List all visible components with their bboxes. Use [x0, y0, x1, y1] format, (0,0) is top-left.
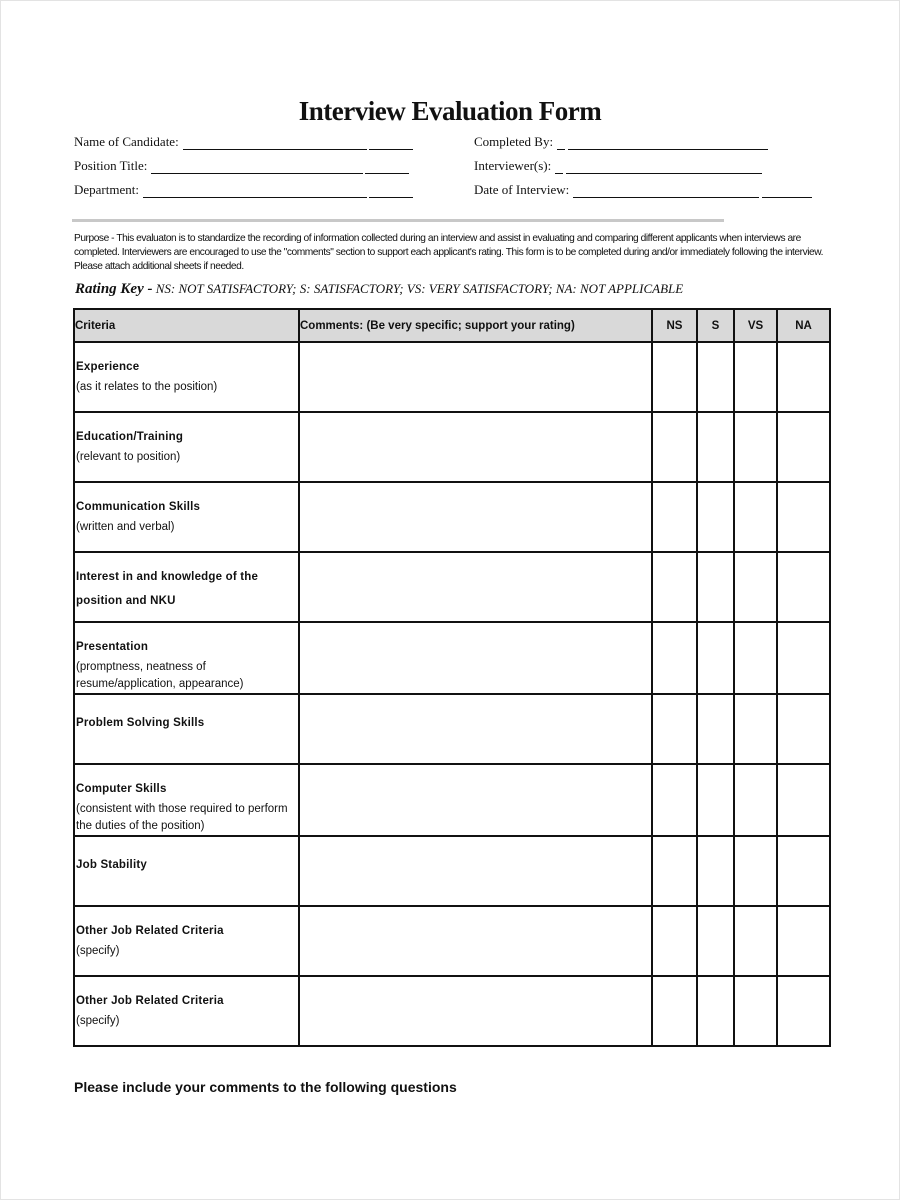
- s-cell[interactable]: [697, 412, 734, 482]
- comments-cell[interactable]: [299, 694, 652, 764]
- s-cell[interactable]: [697, 764, 734, 836]
- na-cell[interactable]: [777, 976, 830, 1046]
- criteria-name: Communication Skills: [76, 501, 201, 513]
- ns-cell[interactable]: [652, 976, 697, 1046]
- criteria-row: [74, 694, 830, 764]
- comments-header: Comments: (Be very specific; support your rating): [299, 309, 652, 342]
- criteria-desc: (as it relates to the position): [76, 381, 218, 393]
- comments-cell[interactable]: [299, 906, 652, 976]
- criteria-name: Job Stability: [76, 859, 147, 871]
- vs-cell[interactable]: [734, 552, 777, 622]
- criteria-name: Other Job Related Criteria: [76, 995, 224, 1007]
- date-label: Date of Interview:: [474, 182, 570, 197]
- s-cell[interactable]: [697, 482, 734, 552]
- separator: [72, 219, 724, 222]
- ns-cell[interactable]: [652, 482, 697, 552]
- comments-cell[interactable]: [299, 342, 652, 412]
- ns-cell[interactable]: [652, 342, 697, 412]
- criteria-name: Experience: [76, 361, 140, 373]
- criteria-cell: [74, 552, 299, 622]
- criteria-cell: [74, 342, 299, 412]
- vs-cell[interactable]: [734, 482, 777, 552]
- criteria-cell: [74, 906, 299, 976]
- s-cell[interactable]: [697, 976, 734, 1046]
- table-header-row: [74, 309, 830, 342]
- candidate-field[interactable]: [74, 134, 413, 150]
- ns-cell[interactable]: [652, 836, 697, 906]
- rating-key: [75, 281, 683, 298]
- criteria-cell: [74, 764, 299, 836]
- department-line-2: [369, 187, 413, 198]
- comments-cell[interactable]: [299, 976, 652, 1046]
- criteria-header: Criteria: [74, 309, 299, 342]
- vs-cell[interactable]: [734, 836, 777, 906]
- position-line: [151, 163, 363, 174]
- ns-cell[interactable]: [652, 552, 697, 622]
- s-cell[interactable]: [697, 906, 734, 976]
- criteria-row: [74, 976, 830, 1046]
- criteria-name: Presentation: [76, 641, 149, 653]
- na-cell[interactable]: [777, 694, 830, 764]
- criteria-desc: (relevant to position): [76, 451, 181, 463]
- criteria-name: Other Job Related Criteria: [76, 925, 224, 937]
- criteria-row: [74, 412, 830, 482]
- criteria-row: [74, 906, 830, 976]
- criteria-cell: [74, 976, 299, 1046]
- position-line-2: [365, 163, 409, 174]
- criteria-desc: (written and verbal): [76, 521, 175, 533]
- s-cell[interactable]: [697, 694, 734, 764]
- candidate-label: Name of Candidate:: [74, 134, 179, 149]
- cutoff-text-label: Please include your comments to the following questions: [74, 1079, 457, 1095]
- criteria-row: [74, 552, 830, 622]
- ns-cell[interactable]: [652, 764, 697, 836]
- department-line: [143, 187, 367, 198]
- na-cell[interactable]: [777, 552, 830, 622]
- comments-cell[interactable]: [299, 764, 652, 836]
- criteria-cell: [74, 622, 299, 694]
- interviewers-line-2: [566, 163, 762, 174]
- form-title: Interview Evaluation Form: [298, 96, 602, 126]
- interviewers-line: [555, 163, 563, 174]
- interviewers-label: Interviewer(s):: [474, 158, 552, 173]
- s-header: S: [697, 309, 734, 342]
- completed-by-line-2: [568, 139, 768, 150]
- vs-cell[interactable]: [734, 412, 777, 482]
- criteria-row: [74, 622, 830, 694]
- cutoff-text: [74, 1074, 514, 1095]
- comments-cell[interactable]: [299, 836, 652, 906]
- completed-by-field[interactable]: [474, 134, 768, 150]
- na-cell[interactable]: [777, 764, 830, 836]
- date-line: [573, 187, 759, 198]
- department-label: Department:: [74, 182, 139, 197]
- criteria-row: [74, 764, 830, 836]
- criteria-desc: (specify): [76, 1015, 120, 1027]
- s-cell[interactable]: [697, 552, 734, 622]
- na-cell[interactable]: [777, 412, 830, 482]
- na-cell[interactable]: [777, 342, 830, 412]
- s-cell[interactable]: [697, 622, 734, 694]
- rating-key-text: NS: NOT SATISFACTORY; S: SATISFACTORY; VS: VERY SATISFACTORY; NA: NOT APPLICABLE: [152, 281, 684, 296]
- ns-cell[interactable]: [652, 906, 697, 976]
- criteria-name: Interest in and knowledge of the position and NKU: [76, 571, 259, 607]
- criteria-desc: (consistent with those required to perform the duties of the position): [76, 803, 288, 832]
- vs-cell[interactable]: [734, 342, 777, 412]
- rating-key-label: Rating Key -: [75, 281, 153, 297]
- criteria-name: Problem Solving Skills: [76, 717, 205, 729]
- comments-cell[interactable]: [299, 412, 652, 482]
- na-cell[interactable]: [777, 906, 830, 976]
- candidate-line: [183, 139, 367, 150]
- vs-header: VS: [734, 309, 777, 342]
- position-field[interactable]: [74, 158, 409, 174]
- comments-cell[interactable]: [299, 622, 652, 694]
- date-line-2: [762, 187, 812, 198]
- interviewers-field[interactable]: [474, 158, 762, 174]
- criteria-name: Education/Training: [76, 431, 184, 443]
- na-cell[interactable]: [777, 622, 830, 694]
- criteria-row: [74, 836, 830, 906]
- s-cell[interactable]: [697, 342, 734, 412]
- date-field[interactable]: [474, 182, 812, 198]
- completed-by-label: Completed By:: [474, 134, 554, 149]
- vs-cell[interactable]: [734, 622, 777, 694]
- comments-cell[interactable]: [299, 482, 652, 552]
- criteria-cell: [74, 412, 299, 482]
- criteria-cell: [74, 482, 299, 552]
- criteria-cell: [74, 694, 299, 764]
- criteria-cell: [74, 836, 299, 906]
- evaluation-table: [73, 308, 831, 1047]
- position-label: Position Title:: [74, 158, 148, 173]
- ns-cell[interactable]: [652, 412, 697, 482]
- candidate-line-2: [369, 139, 413, 150]
- comments-cell[interactable]: [299, 552, 652, 622]
- na-cell[interactable]: [777, 482, 830, 552]
- completed-by-line: [557, 139, 565, 150]
- s-cell[interactable]: [697, 836, 734, 906]
- na-header: NA: [777, 309, 830, 342]
- ns-header: NS: [652, 309, 697, 342]
- vs-cell[interactable]: [734, 764, 777, 836]
- na-cell[interactable]: [777, 836, 830, 906]
- vs-cell[interactable]: [734, 694, 777, 764]
- criteria-name: Computer Skills: [76, 783, 167, 795]
- ns-cell[interactable]: [652, 622, 697, 694]
- criteria-row: [74, 482, 830, 552]
- ns-cell[interactable]: [652, 694, 697, 764]
- purpose-text: Purpose - This evaluaton is to standardize the recording of information collected during an interview and assist in evaluating and comparing different applicants when interviews are completed. Interviewers are encouraged to use the "comments" section to support each applicant's rating. This form is to be completed during and/or immediately following the interview. Please attach additional sheets if needed.: [74, 233, 823, 272]
- criteria-row: [74, 342, 830, 412]
- department-field[interactable]: [74, 182, 413, 198]
- vs-cell[interactable]: [734, 976, 777, 1046]
- criteria-desc: (specify): [76, 945, 120, 957]
- vs-cell[interactable]: [734, 906, 777, 976]
- criteria-desc: (promptness, neatness of resume/application, appearance): [76, 661, 244, 690]
